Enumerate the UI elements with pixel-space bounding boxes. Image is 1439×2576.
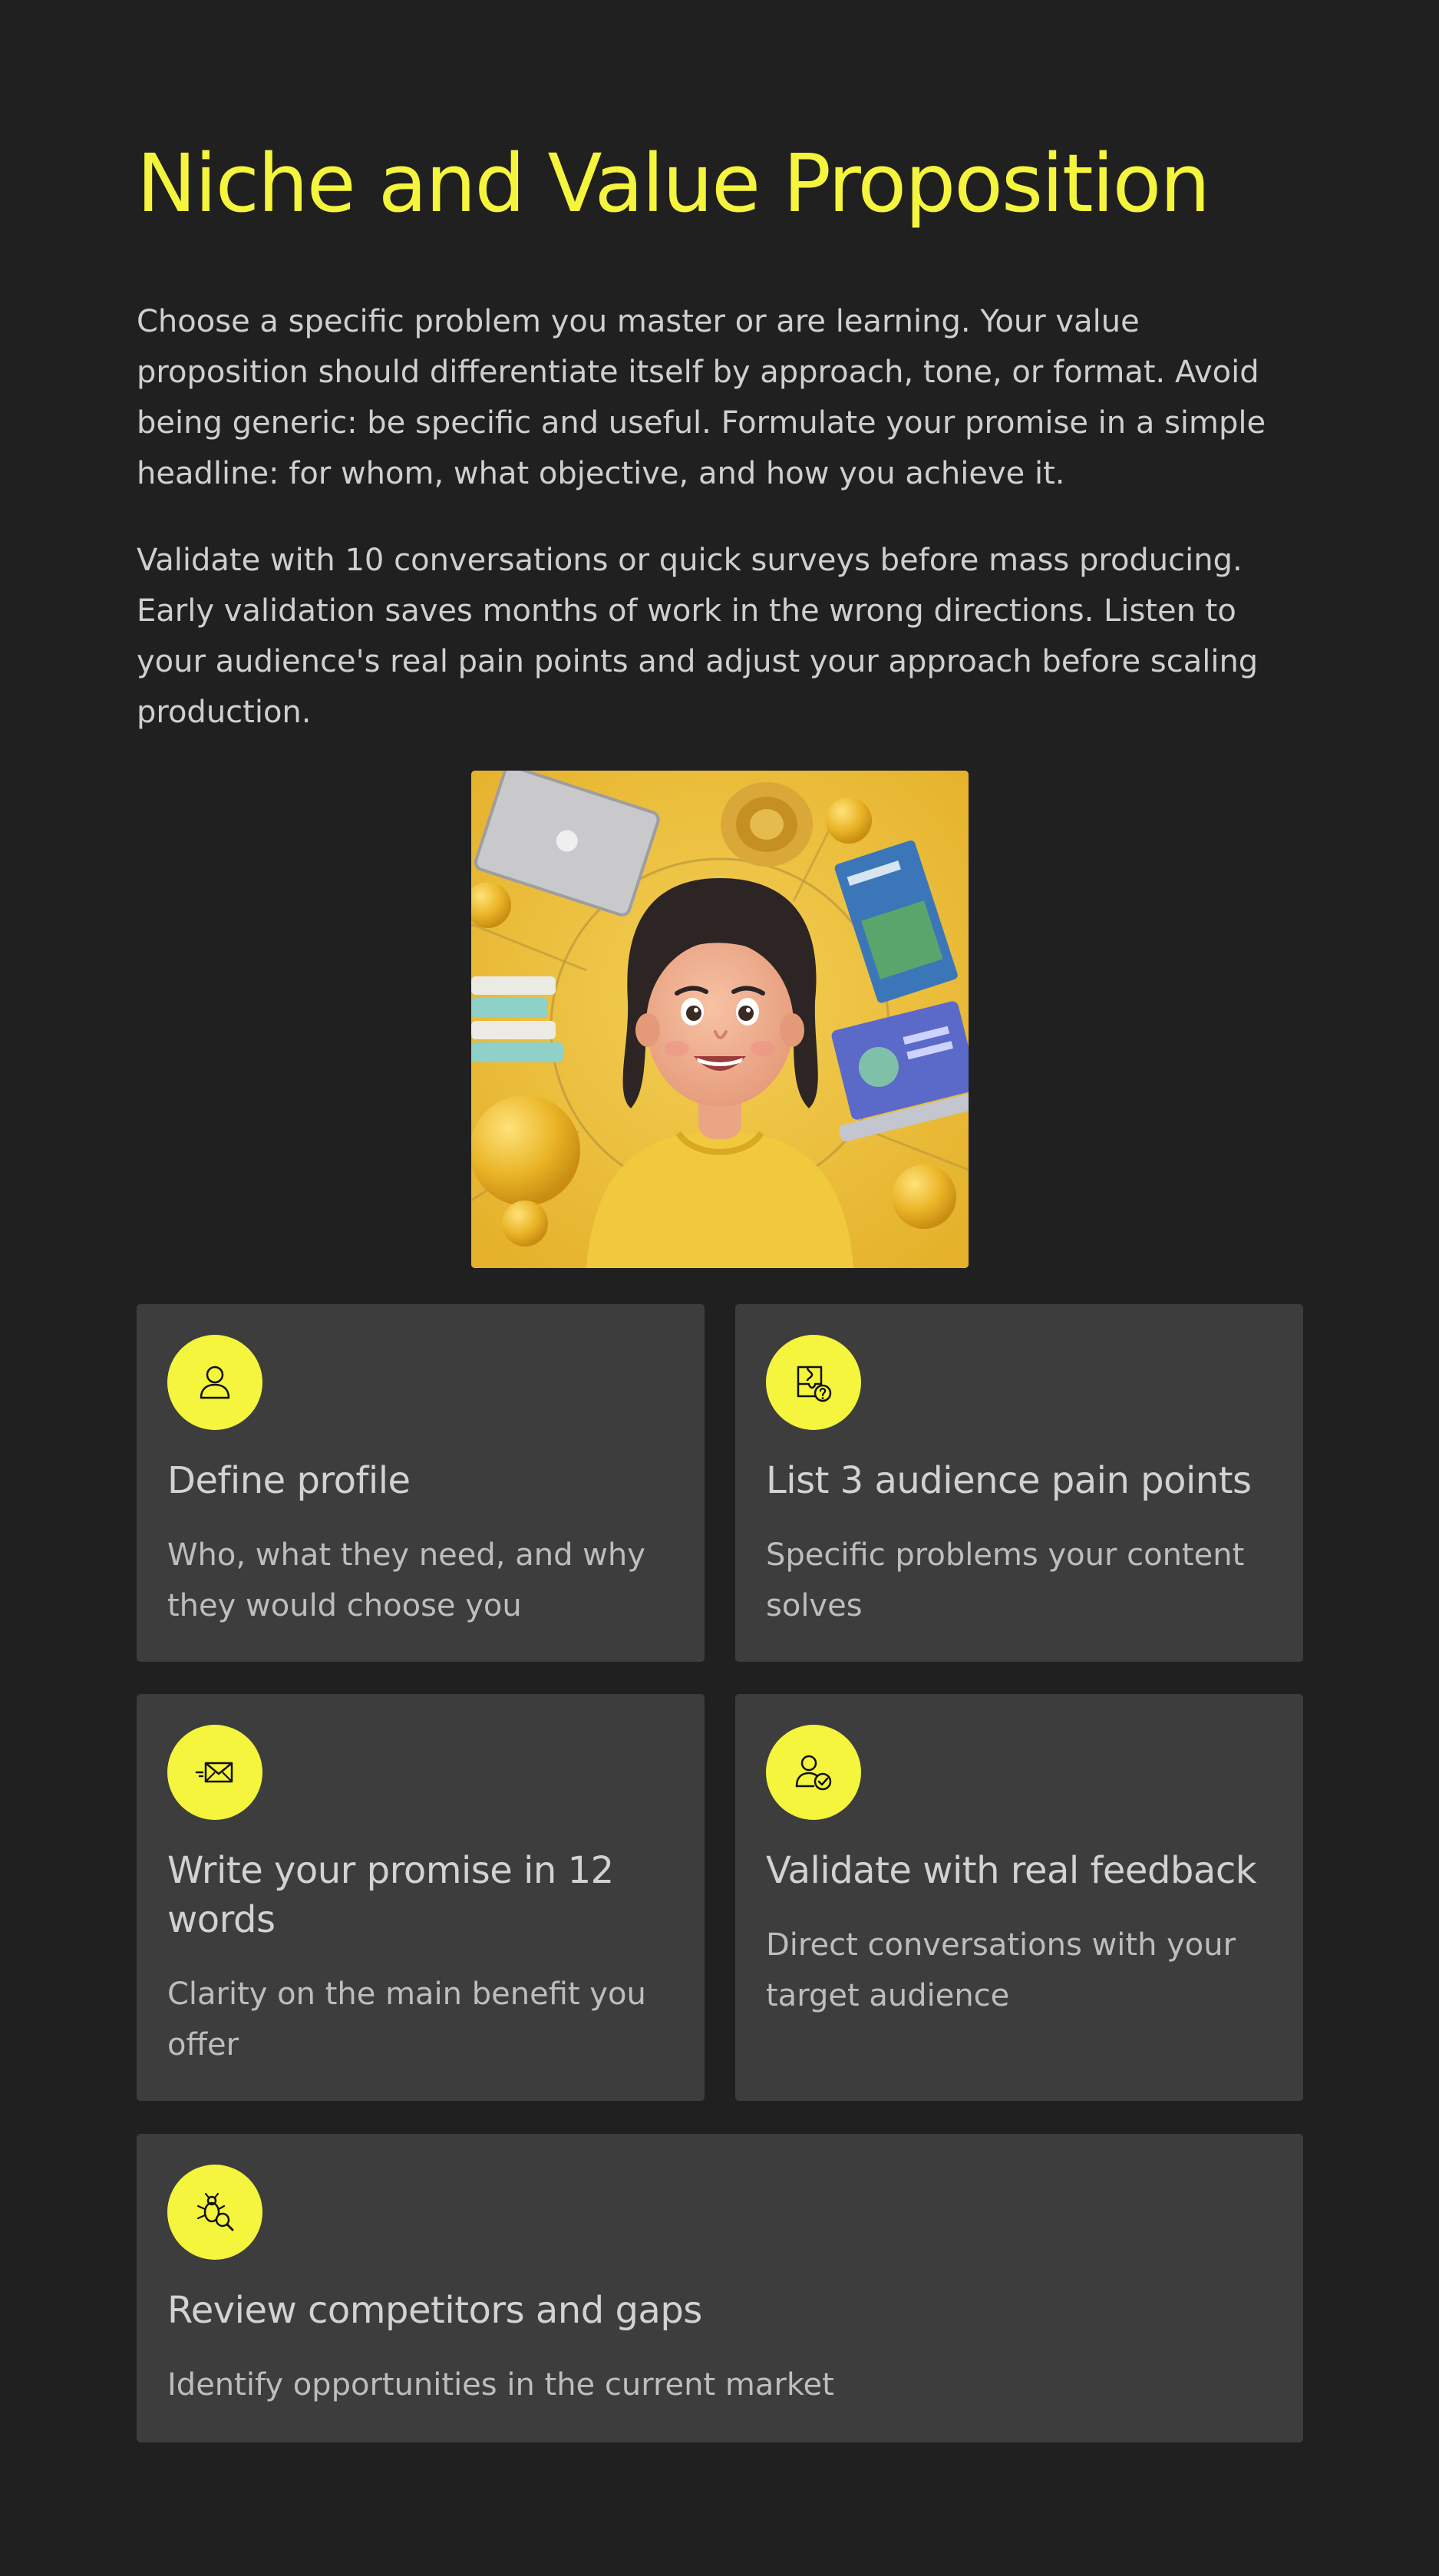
page-title: Niche and Value Proposition xyxy=(137,137,1210,230)
bug-search-icon xyxy=(193,2191,236,2234)
validation-paragraph: Validate with 10 conversations or quick surveys before mass producing. Early validation saves months of work in the wrong directions. Listen to your audience's real pain points and adjust your approach before scaling production. xyxy=(137,543,1259,730)
card-title: List 3 audience pain points xyxy=(766,1459,1252,1502)
card-pain-points xyxy=(735,1304,1303,1662)
intro-paragraph: Choose a specific problem you master or are learning. Your value proposition should differentiate itself by approach, tone, or format. Avoid being generic: be specific and useful. Formulate your promise in a simple headline: for whom, what objective, and how you achieve it. xyxy=(137,304,1266,491)
icon-badge xyxy=(167,1725,262,1820)
card-description: Direct conversations with your target audience xyxy=(766,1927,1236,2013)
card-write-promise xyxy=(137,1694,705,2101)
user-icon xyxy=(193,1361,236,1404)
icon-badge xyxy=(766,1725,861,1820)
card-title: Review competitors and gaps xyxy=(167,2289,702,2332)
card-review-competitors xyxy=(137,2134,1303,2442)
icon-badge xyxy=(766,1335,861,1430)
icon-badge xyxy=(167,2165,262,2260)
mail-send-icon xyxy=(193,1751,236,1794)
card-description: Who, what they need, and why they would choose you xyxy=(167,1537,645,1623)
card-title: Define profile xyxy=(167,1459,411,1502)
creator-illustration xyxy=(471,771,969,1268)
card-define-profile xyxy=(137,1304,705,1662)
card-title: Write your promise in 12 words xyxy=(167,1849,614,1941)
card-title: Validate with real feedback xyxy=(766,1849,1256,1892)
puzzle-question-icon xyxy=(792,1361,835,1404)
card-validate-feedback xyxy=(735,1694,1303,2101)
hero-illustration xyxy=(471,771,969,1268)
card-description: Specific problems your content solves xyxy=(766,1537,1245,1623)
user-check-icon xyxy=(792,1751,835,1794)
card-description: Clarity on the main benefit you offer xyxy=(167,1977,646,2062)
icon-badge xyxy=(167,1335,262,1430)
card-description: Identify opportunities in the current market xyxy=(167,2367,834,2403)
